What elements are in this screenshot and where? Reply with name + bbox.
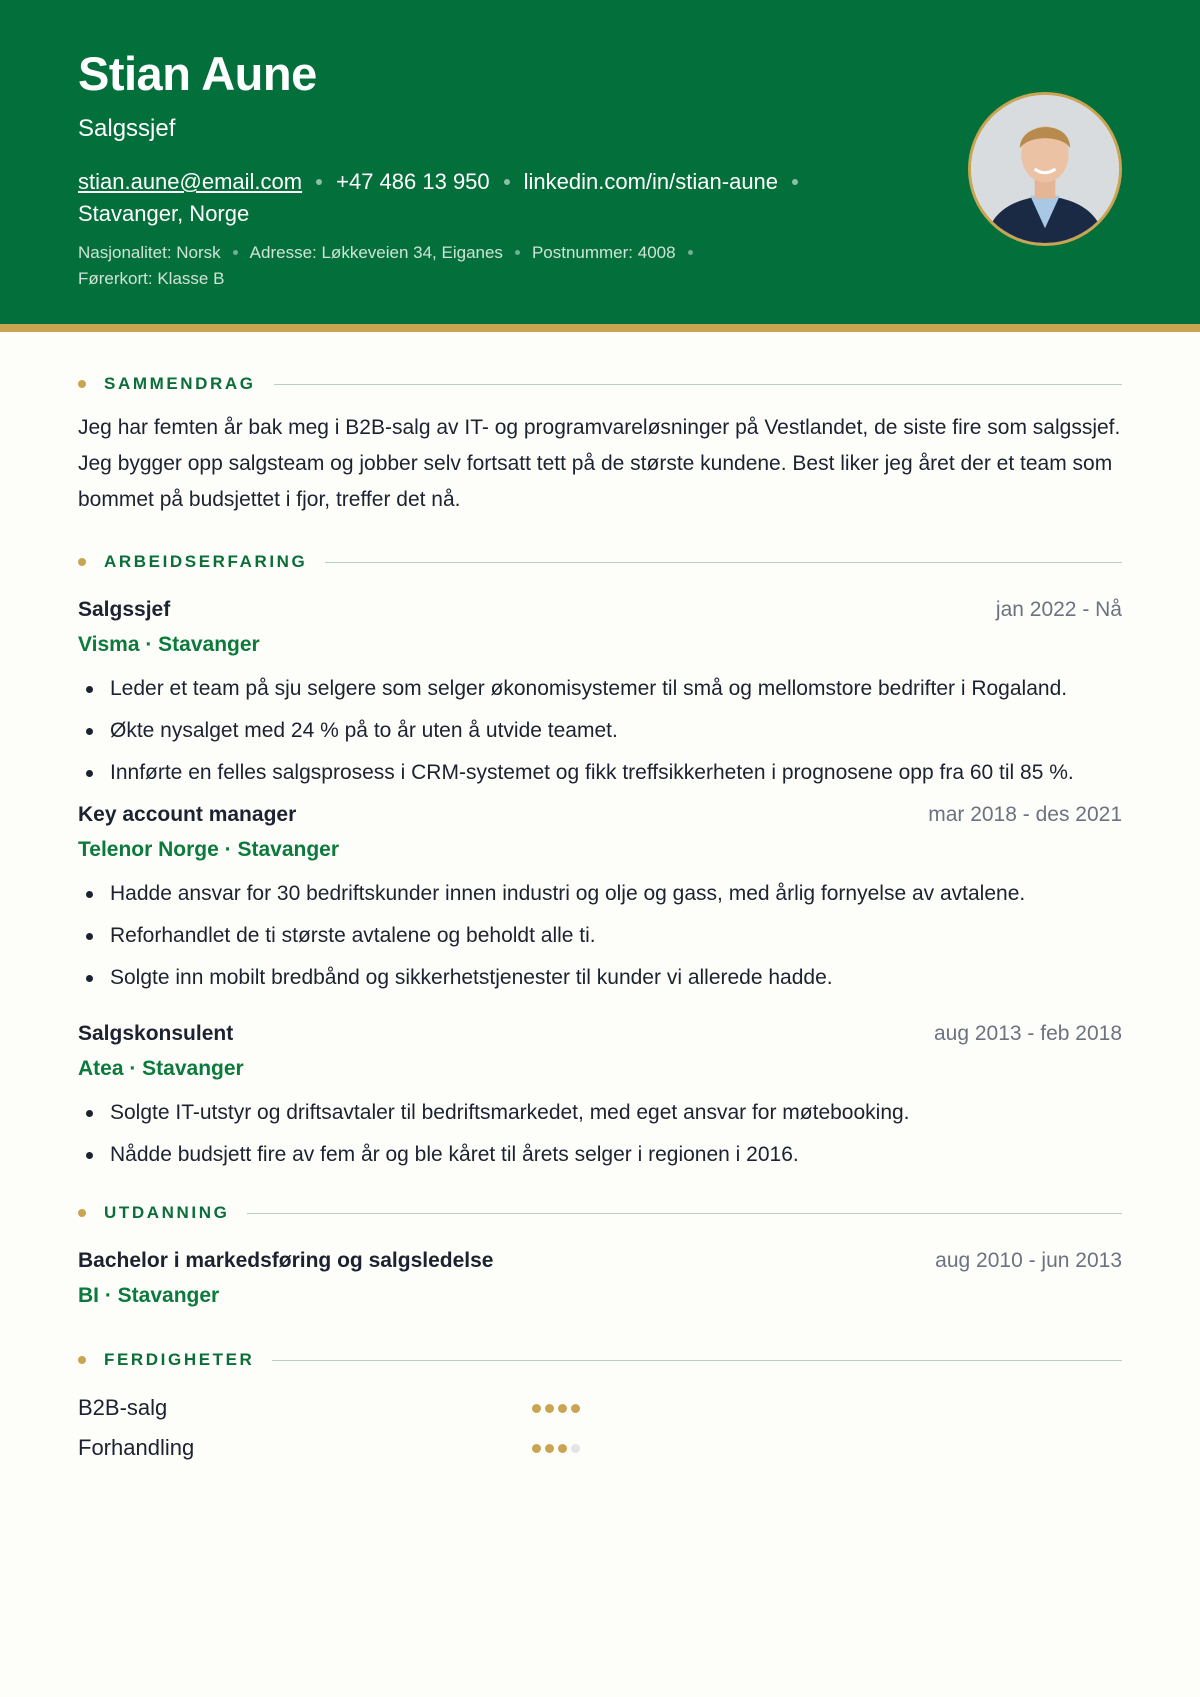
job-date: mar 2018 - des 2021 [928, 803, 1122, 826]
job-bullet: Leder et team på sju selgere som selger økonomisystemer til små og mellomstore bedrifter i Rogaland. [78, 671, 1122, 707]
job-company: Telenor Norge · Stavanger [78, 838, 340, 861]
cv-body [0, 332, 1200, 1468]
job-title: Salgssjef [78, 598, 171, 621]
education-date: aug 2010 - jun 2013 [935, 1249, 1122, 1272]
candidate-title: Salgssjef [78, 115, 176, 142]
skill-dot-filled [558, 1444, 567, 1453]
skill-dot-filled [532, 1444, 541, 1453]
location: Stavanger, Norge [78, 201, 250, 226]
job-bullets [78, 876, 1122, 996]
skill-dot-filled [558, 1404, 567, 1413]
candidate-name: Stian Aune [78, 47, 317, 100]
job-bullets [78, 671, 1122, 791]
section-bullet [78, 380, 86, 388]
job-bullet: Hadde ansvar for 30 bedriftskunder innen industri og olje og gass, med årlig fornyelse av avtalene. [78, 876, 1122, 912]
email-link[interactable]: stian.aune@email.com [78, 169, 303, 194]
education-entry [78, 1245, 1122, 1312]
separator-dot [233, 250, 238, 255]
job-company: Atea · Stavanger [78, 1057, 244, 1080]
skills-list [78, 1388, 1122, 1468]
cv-header [0, 0, 1200, 332]
skill-dot-filled [545, 1404, 554, 1413]
postal-code: Postnummer: 4008 [531, 243, 676, 262]
separator-dot [792, 179, 798, 185]
job-bullet: Solgte IT-utstyr og driftsavtaler til bedriftsmarkedet, med eget ansvar for møtebooking. [78, 1095, 1122, 1131]
skill-level-dots [532, 1444, 584, 1453]
separator-dot [515, 250, 520, 255]
section-header-skills: FERDIGHETER [78, 1350, 1122, 1370]
separator-dot [688, 250, 693, 255]
personal-details [78, 240, 1122, 292]
address: Adresse: Løkkeveien 34, Eiganes [249, 243, 503, 262]
skill-dot-filled [545, 1444, 554, 1453]
contact-row [78, 166, 1122, 230]
job-entry [78, 799, 1122, 996]
linkedin-url: linkedin.com/in/stian-aune [523, 169, 779, 194]
skill-row [78, 1428, 1122, 1468]
skill-dot-filled [571, 1404, 580, 1413]
skill-dot-empty [571, 1444, 580, 1453]
job-title: Salgskonsulent [78, 1022, 234, 1045]
separator-dot [504, 179, 510, 185]
nationality: Nasjonalitet: Norsk [78, 243, 221, 262]
job-bullet: Nådde budsjett fire av fem år og ble kåret til årets selger i regionen i 2016. [78, 1137, 1122, 1173]
drivers-license: Førerkort: Klasse B [78, 269, 225, 288]
job-title: Key account manager [78, 803, 297, 826]
skill-name: B2B-salg [78, 1395, 168, 1420]
degree: Bachelor i markedsføring og salgsledelse [78, 1249, 494, 1272]
job-entry [78, 594, 1122, 791]
phone-number: +47 486 13 950 [336, 169, 490, 194]
section-header-education: UTDANNING [78, 1203, 1122, 1223]
job-date: aug 2013 - feb 2018 [934, 1022, 1122, 1045]
skill-row [78, 1388, 1122, 1428]
section-rule [247, 1213, 1122, 1214]
job-date: jan 2022 - Nå [995, 598, 1122, 621]
summary-text: Jeg har femten år bak meg i B2B-salg av IT- og programvareløsninger på Vestlandet, de siste fire som salgssjef. Jeg bygger opp salgsteam og jobber selv fortsatt tett på de største kundene. Best liker jeg året der et team som bommet på budsjettet i fjor, treffer det nå. [78, 416, 1121, 511]
section-rule [274, 384, 1122, 385]
school: BI · Stavanger [78, 1284, 220, 1307]
profile-photo [968, 92, 1122, 246]
separator-dot [316, 179, 322, 185]
job-bullet: Innførte en felles salgsprosess i CRM-systemet og fikk treffsikkerheten i prognosene opp fra 60 til 85 %. [78, 755, 1122, 791]
job-bullets [78, 1095, 1122, 1173]
skill-name: Forhandling [78, 1435, 195, 1460]
job-bullet: Økte nysalget med 24 % på to år uten å utvide teamet. [78, 713, 1122, 749]
job-company: Visma · Stavanger [78, 633, 260, 656]
job-bullet: Reforhandlet de ti største avtalene og beholdt alle ti. [78, 918, 1122, 954]
section-bullet [78, 1209, 86, 1217]
section-header-experience: ARBEIDSERFARING [78, 552, 1122, 572]
section-bullet [78, 1356, 86, 1364]
job-bullet: Solgte inn mobilt bredbånd og sikkerhetstjenester til kunder vi allerede hadde. [78, 960, 1122, 996]
section-rule [325, 562, 1122, 563]
skill-dot-filled [532, 1404, 541, 1413]
section-bullet [78, 558, 86, 566]
section-rule [272, 1360, 1122, 1361]
job-entry [78, 1018, 1122, 1173]
skill-level-dots [532, 1404, 584, 1413]
section-header-summary: SAMMENDRAG [78, 374, 1122, 394]
